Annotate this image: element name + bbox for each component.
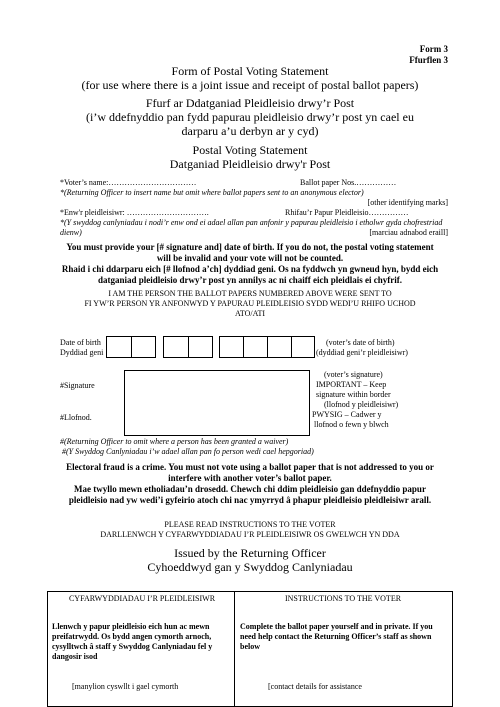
title-cy-sub-1: (i’w ddefnyddio pan fydd papurau pleidleisio drwy’r post yn cael eu — [86, 110, 414, 124]
subtitle-cy: Datganiad Pleidleisio drwy'r Post — [169, 157, 331, 171]
issued-by-cy: Cyhoeddwyd gan y Swyddog Canlyniadau — [147, 560, 353, 574]
signature-label-cy: #Llofnod. — [60, 413, 92, 422]
warning-cy: Rhaid i chi ddarparu eich [# llofnod a’ch] dyddiad geni. Os na fyddwch yn gwneud hyn, bydd eich datganiad pleidleisio drwy’r post yn annilys ac ni chaiff eich pleidlais ei chyfrif. — [61, 264, 439, 285]
issued-by-en: Issued by the Returning Officer — [174, 546, 326, 560]
title-cy-sub-2: darparu a’u derbyn ar y cyd) — [181, 124, 319, 138]
dob-hint-cy: (dyddiad geni’r pleidleisiwr) — [316, 348, 408, 357]
ballot-nos-field: Ballot paper Nos.…………… — [300, 178, 397, 187]
waiver-note-en: #(Returning Officer to omit where a person has been granted a waiver) — [60, 437, 289, 446]
waiver-note-cy: #(Y Swyddog Canlyniadau i’w adael allan pan fo person wedi cael hepgoriad) — [62, 447, 314, 456]
contact-details-cy: [manylion cyswllt i gael cymorth — [72, 682, 179, 691]
signature-hint-3: signature within border — [316, 390, 391, 399]
instructions-note-cy: DARLLENWCH Y CYFARWYDDIADAU I’R PLEIDLEISIWR OS GWELWCH YN DDA — [100, 530, 400, 539]
subtitle-en: Postal Voting Statement — [192, 143, 308, 157]
dob-label-cy: Dyddiad geni — [60, 348, 104, 357]
voter-name-field-cy: *Enw'r pleidleisiwr: …………………………. — [60, 208, 209, 217]
title-en: Form of Postal Voting Statement — [171, 64, 329, 78]
instructions-header-en: INSTRUCTIONS TO THE VOTER — [284, 594, 402, 603]
contact-details-en: [contact details for assistance — [268, 682, 362, 691]
dob-label-en: Date of birth — [60, 338, 101, 347]
form-number-en: Form 3 — [419, 44, 448, 54]
signature-hint-4: (llofnod y pleidleisiwr) — [324, 400, 399, 409]
title-en-sub: (for use where there is a joint issue and receipt of postal ballot papers) — [81, 78, 419, 92]
declaration-cy: FI YW’R PERSON YR ANFONWYD Y PAPURAU PLEIDLEISIO SYDD WEDI’U RHIFO UCHOD ATO/ATI — [84, 299, 416, 318]
other-marks-cy: [marciau adnabod eraill] — [369, 228, 448, 237]
instructions-note-en: PLEASE READ INSTRUCTIONS TO THE VOTER — [164, 520, 336, 529]
signature-hint-1: (voter’s signature) — [324, 370, 383, 379]
instructions-table-divider — [234, 591, 235, 707]
form-number-cy: Ffurflen 3 — [409, 55, 448, 65]
warning-en: You must provide your [# signature and] date of birth. If you do not, the postal voting statement will be invalid and your vote will not be counted. — [66, 242, 434, 263]
dob-year-divider-2 — [267, 336, 268, 358]
signature-label-en: #Signature — [60, 381, 95, 390]
other-marks-en: [other identifying marks] — [367, 198, 448, 207]
instructions-body-cy: Llenwch y papur pleidleisio eich hun ac mewn preifatrwydd. Os bydd angen cymorth arnoch, cysylltwch â staff y Swyddog Canlyniadau fel y dangosir isod — [52, 622, 213, 661]
dob-month-divider — [188, 336, 189, 358]
voter-name-field: *Voter’s name:…………………………… — [60, 178, 197, 187]
ballot-nos-field-cy: Rhifau’r Papur Pleidleisio…………… — [285, 208, 409, 217]
signature-hint-6: llofnod o fewn y blwch — [314, 420, 389, 429]
dob-year-divider-1 — [243, 336, 244, 358]
fraud-warning-en: Electoral fraud is a crime. You must not vote using a ballot paper that is not addressed to you or interfere with another voter’s ballot paper. — [66, 462, 434, 483]
title-cy: Ffurf ar Ddatganiad Pleidleisio drwy’r Post — [145, 96, 355, 110]
fraud-warning-cy: Mae twyllo mewn etholiadau’n drosedd. Chewch chi ddim pleidleisio gan ddefnyddio papur pleidleisio nad yw wedi’i gyfeirio atoch chi nac ymyrryd â phapur pleidleisio pleidleisiwr arall. — [68, 484, 432, 505]
instructions-header-cy: CYFARWYDDIADAU I’R PLEIDLEISIWR — [68, 594, 216, 603]
instructions-body-en: Complete the ballot paper yourself and in private. If you need help contact the Returning Officer’s staff as shown below — [240, 622, 433, 651]
dob-day-divider — [131, 336, 132, 358]
signature-hint-5: PWYSIG – Cadwer y — [312, 410, 382, 419]
ro-note-en: *(Returning Officer to insert name but omit where ballot papers sent to an anonymous elector) — [60, 188, 364, 197]
signature-hint-2: IMPORTANT – Keep — [316, 380, 387, 389]
dob-year-divider-3 — [291, 336, 292, 358]
signature-box[interactable] — [124, 370, 310, 436]
ro-note-cy: *(Y swyddog canlyniadau i nodi’r enw ond ei adael allan pan anfonir y papurau pleidleisio i etholwr gyda chofrestriad dienw) — [60, 218, 443, 237]
declaration-en: I AM THE PERSON THE BALLOT PAPERS NUMBERED ABOVE WERE SENT TO — [108, 289, 392, 298]
dob-hint-en: (voter’s date of birth) — [326, 338, 395, 347]
